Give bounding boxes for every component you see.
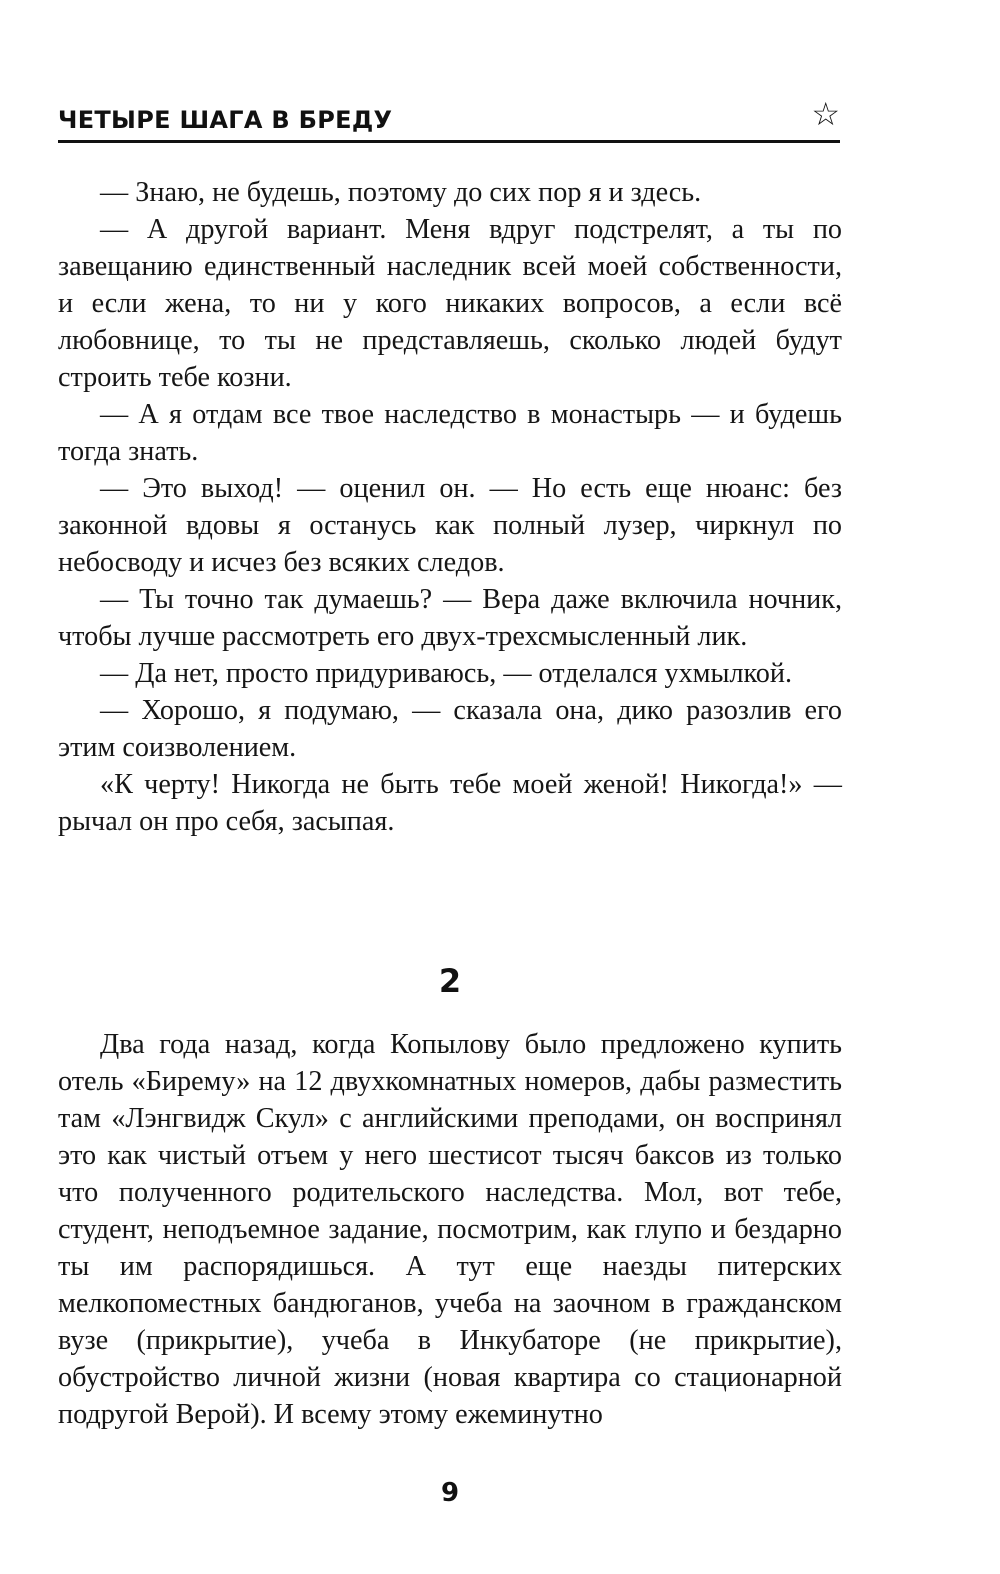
- paragraph: — Хорошо, я подумаю, — сказала она, дико разозлив его этим соизволением.: [58, 695, 842, 763]
- paragraph: — Знаю, не будешь, поэтому до сих пор я и здесь.: [100, 177, 702, 208]
- paragraph: — А я отдам все твое наследство в монастырь — и будешь тогда знать.: [58, 399, 842, 467]
- star-icon: ☆: [811, 95, 840, 133]
- section-1-text: [58, 174, 842, 840]
- paragraph: — Это выход! — оценил он. — Но есть еще нюанс: без законной вдовы я останусь как полный лузер, чиркнул по небосводу и исчез без всяких следов.: [58, 473, 842, 578]
- running-title: ЧЕТЫРЕ ШАГА В БРЕДУ: [58, 106, 393, 134]
- paragraph: Два года назад, когда Копылову было предложено купить отель «Бирему» на 12 двухкомнатных номеров, дабы разместить там «Лэнгвидж Скул» с английскими преподами, он воспринял это как чистый отъем у него шестисот тысяч баксов из только что полученного родительского наследства. Мол, вот тебе, студент, неподъемное задание, посмотрим, как глупо и бездарно ты им распорядишься. А тут еще наезды питерских мелкопоместных бандюганов, учеба на заочном в гражданском вузе (прикрытие), учеба в Инкубаторе (не прикрытие), обустройство личной жизни (новая квартира со стационарной подругой Верой). И всему этому ежеминутно: [58, 1029, 842, 1430]
- paragraph: — Да нет, просто придуриваюсь, — отделался ухмылкой.: [100, 658, 793, 689]
- section-2-text: [58, 1026, 842, 1433]
- chapter-number: 2: [438, 962, 462, 1000]
- paragraph: — Ты точно так думаешь? — Вера даже включила ночник, чтобы лучше рассмотреть его двух-трехсмысленный лик.: [58, 584, 842, 652]
- paragraph: — А другой вариант. Меня вдруг подстрелят, а ты по завещанию единственный наследник всей моей собственности, и если жена, то ни у кого никаких вопросов, а если всё любовнице, то ты не представляешь, сколько людей будут строить тебе козни.: [58, 214, 842, 393]
- paragraph: «К черту! Никогда не быть тебе моей женой! Никогда!» — рычал он про себя, засыпая.: [58, 769, 842, 837]
- page-number: 9: [440, 1478, 460, 1508]
- running-head: [58, 95, 840, 143]
